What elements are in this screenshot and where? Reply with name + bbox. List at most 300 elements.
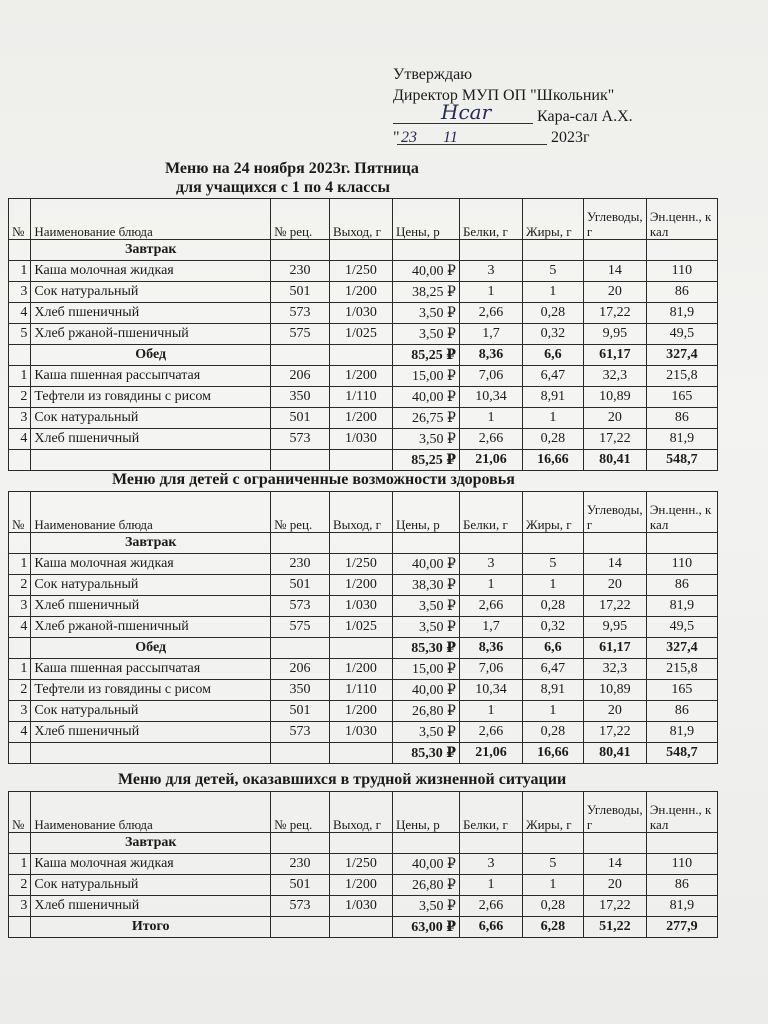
- header-proteins: Белки, г: [459, 492, 522, 533]
- proteins: 10,34: [459, 387, 522, 408]
- dish-name: Хлеб ржаной-пшеничный: [31, 617, 271, 638]
- total-fats: 6,28: [522, 917, 583, 938]
- table-row: [9, 854, 718, 875]
- price: 40,00 ₽: [392, 261, 459, 282]
- table-row: [9, 387, 718, 408]
- total-carbohydrates: 80,41: [583, 743, 646, 764]
- table-row: [9, 596, 718, 617]
- recipe-number: 573: [271, 596, 330, 617]
- header-recipe-number: № рец.: [271, 792, 330, 833]
- recipe-number: 501: [271, 701, 330, 722]
- proteins: 1: [459, 282, 522, 303]
- row-number: 3: [9, 408, 31, 429]
- price: 40,00 ₽: [392, 387, 459, 408]
- table-row: [9, 680, 718, 701]
- empty-cell: [271, 833, 330, 854]
- energy-kcal: 86: [646, 408, 717, 429]
- empty-cell: [271, 743, 330, 764]
- fats: 0,28: [522, 722, 583, 743]
- total-proteins: 21,06: [459, 450, 522, 471]
- table-row: [9, 324, 718, 345]
- portion-output: 1/200: [329, 282, 392, 303]
- price: 38,30 ₽: [392, 575, 459, 596]
- price: 3,50 ₽: [392, 303, 459, 324]
- table-row: [9, 408, 718, 429]
- header-fats: Жиры, г: [522, 792, 583, 833]
- date-month: 11: [443, 129, 458, 146]
- header-proteins: Белки, г: [459, 792, 522, 833]
- empty-cell: [271, 638, 330, 659]
- dish-name: Тефтели из говядины с рисом: [31, 387, 271, 408]
- header-carbohydrates: Углеводы, г: [583, 199, 646, 240]
- row-number: 2: [9, 387, 31, 408]
- dish-name: Хлеб ржаной-пшеничный: [31, 324, 271, 345]
- empty-cell: [271, 533, 330, 554]
- proteins: 3: [459, 554, 522, 575]
- portion-output: 1/110: [329, 387, 392, 408]
- carbohydrates: 20: [583, 875, 646, 896]
- header-energy-kcal: Эн.ценн., ккал: [646, 199, 717, 240]
- total-label: [31, 450, 271, 471]
- empty-cell: [392, 833, 459, 854]
- total-row: [9, 917, 718, 938]
- portion-output: 1/030: [329, 429, 392, 450]
- row-number: 4: [9, 617, 31, 638]
- empty-cell: [9, 450, 31, 471]
- dish-name: Сок натуральный: [31, 282, 271, 303]
- header-price: Цены, р: [392, 492, 459, 533]
- signature-row: [393, 100, 653, 127]
- carbohydrates: 17,22: [583, 896, 646, 917]
- empty-cell: [522, 240, 583, 261]
- fats: 0,32: [522, 617, 583, 638]
- total-proteins: 21,06: [459, 743, 522, 764]
- price: 26,80 ₽: [392, 701, 459, 722]
- dish-name: Хлеб пшеничный: [31, 722, 271, 743]
- carbohydrates: 20: [583, 282, 646, 303]
- header-dish-name: Наименование блюда: [31, 792, 271, 833]
- empty-cell: [522, 833, 583, 854]
- recipe-number: 573: [271, 896, 330, 917]
- header-fats: Жиры, г: [522, 492, 583, 533]
- header-price: Цены, р: [392, 792, 459, 833]
- dish-name: Сок натуральный: [31, 575, 271, 596]
- empty-cell: [329, 345, 392, 366]
- menu-table-tzs: [8, 791, 718, 938]
- total-row: [9, 450, 718, 471]
- table-row: [9, 303, 718, 324]
- proteins: 1: [459, 408, 522, 429]
- recipe-number: 230: [271, 554, 330, 575]
- recipe-number: 206: [271, 366, 330, 387]
- total-row: [9, 638, 718, 659]
- empty-cell: [583, 533, 646, 554]
- price: 40,00 ₽: [392, 554, 459, 575]
- total-price: 85,30 ₽: [392, 638, 459, 659]
- table-row: [9, 261, 718, 282]
- portion-output: 1/025: [329, 324, 392, 345]
- price: 15,00 ₽: [392, 366, 459, 387]
- total-row: [9, 743, 718, 764]
- fats: 0,32: [522, 324, 583, 345]
- proteins: 2,66: [459, 722, 522, 743]
- empty-cell: [9, 345, 31, 366]
- proteins: 1: [459, 875, 522, 896]
- section-row: [9, 240, 718, 261]
- price: 40,00 ₽: [392, 854, 459, 875]
- row-number: 1: [9, 854, 31, 875]
- energy-kcal: 86: [646, 575, 717, 596]
- header-row-number: №: [9, 492, 31, 533]
- table-row: [9, 429, 718, 450]
- tzs-title: Меню для детей, оказавшихся в трудной жизненной ситуации: [118, 771, 567, 788]
- total-carbohydrates: 61,17: [583, 638, 646, 659]
- fats: 1: [522, 282, 583, 303]
- signature-handwritten: Hcar: [441, 100, 492, 124]
- table-row: [9, 896, 718, 917]
- fats: 5: [522, 554, 583, 575]
- date-quote: ": [393, 129, 400, 146]
- price: 3,50 ₽: [392, 617, 459, 638]
- empty-cell: [329, 638, 392, 659]
- header-proteins: Белки, г: [459, 199, 522, 240]
- approval-line2: Директор МУП ОП "Школьник": [393, 87, 615, 104]
- main-title: Меню на 24 ноября 2023г. Пятница: [165, 160, 419, 177]
- empty-cell: [9, 240, 31, 261]
- row-number: 1: [9, 366, 31, 387]
- recipe-number: 573: [271, 722, 330, 743]
- energy-kcal: 215,8: [646, 366, 717, 387]
- carbohydrates: 20: [583, 575, 646, 596]
- recipe-number: 575: [271, 324, 330, 345]
- total-label: Итого: [31, 917, 271, 938]
- empty-cell: [329, 240, 392, 261]
- proteins: 1,7: [459, 617, 522, 638]
- portion-output: 1/200: [329, 875, 392, 896]
- empty-cell: [392, 533, 459, 554]
- dish-name: Сок натуральный: [31, 701, 271, 722]
- table-header-row: [9, 792, 718, 833]
- recipe-number: 206: [271, 659, 330, 680]
- price: 26,75 ₽: [392, 408, 459, 429]
- empty-cell: [271, 345, 330, 366]
- energy-kcal: 110: [646, 261, 717, 282]
- fats: 0,28: [522, 596, 583, 617]
- fats: 1: [522, 575, 583, 596]
- fats: 1: [522, 408, 583, 429]
- price: 15,00 ₽: [392, 659, 459, 680]
- dish-name: Каша пшенная рассыпчатая: [31, 659, 271, 680]
- energy-kcal: 81,9: [646, 303, 717, 324]
- empty-cell: [459, 533, 522, 554]
- price: 3,50 ₽: [392, 324, 459, 345]
- total-price: 63,00 ₽: [392, 917, 459, 938]
- empty-cell: [271, 240, 330, 261]
- carbohydrates: 9,95: [583, 324, 646, 345]
- empty-cell: [522, 533, 583, 554]
- total-label: [31, 743, 271, 764]
- carbohydrates: 10,89: [583, 680, 646, 701]
- header-energy-kcal: Эн.ценн., ккал: [646, 792, 717, 833]
- dish-name: Каша молочная жидкая: [31, 261, 271, 282]
- fats: 1: [522, 875, 583, 896]
- fats: 8,91: [522, 680, 583, 701]
- empty-cell: [583, 833, 646, 854]
- date-day: 23: [401, 129, 417, 146]
- energy-kcal: 81,9: [646, 896, 717, 917]
- row-number: 4: [9, 303, 31, 324]
- row-number: 1: [9, 261, 31, 282]
- carbohydrates: 14: [583, 261, 646, 282]
- header-energy-kcal: Эн.ценн., ккал: [646, 492, 717, 533]
- dish-name: Каша пшенная рассыпчатая: [31, 366, 271, 387]
- energy-kcal: 86: [646, 701, 717, 722]
- header-dish-name: Наименование блюда: [31, 199, 271, 240]
- proteins: 1,7: [459, 324, 522, 345]
- price: 3,50 ₽: [392, 896, 459, 917]
- row-number: 3: [9, 896, 31, 917]
- row-number: 3: [9, 596, 31, 617]
- proteins: 2,66: [459, 429, 522, 450]
- dish-name: Каша молочная жидкая: [31, 854, 271, 875]
- fats: 6,47: [522, 366, 583, 387]
- proteins: 1: [459, 575, 522, 596]
- total-price: 85,25 ₽: [392, 450, 459, 471]
- approval-block: [393, 64, 653, 148]
- header-recipe-number: № рец.: [271, 492, 330, 533]
- recipe-number: 501: [271, 875, 330, 896]
- recipe-number: 230: [271, 854, 330, 875]
- total-fats: 6,6: [522, 345, 583, 366]
- total-proteins: 8,36: [459, 638, 522, 659]
- menu-table-grades-1-4: [8, 198, 718, 471]
- fats: 8,91: [522, 387, 583, 408]
- row-number: 5: [9, 324, 31, 345]
- ovz-title: Меню для детей с ограниченные возможности здоровья: [112, 471, 515, 488]
- portion-output: 1/200: [329, 366, 392, 387]
- carbohydrates: 17,22: [583, 429, 646, 450]
- portion-output: 1/200: [329, 701, 392, 722]
- empty-cell: [9, 638, 31, 659]
- proteins: 2,66: [459, 596, 522, 617]
- total-row: [9, 345, 718, 366]
- portion-output: 1/250: [329, 554, 392, 575]
- portion-output: 1/200: [329, 575, 392, 596]
- empty-cell: [583, 240, 646, 261]
- row-number: 1: [9, 659, 31, 680]
- fats: 6,47: [522, 659, 583, 680]
- price: 3,50 ₽: [392, 722, 459, 743]
- carbohydrates: 10,89: [583, 387, 646, 408]
- energy-kcal: 165: [646, 680, 717, 701]
- empty-cell: [329, 833, 392, 854]
- row-number: 1: [9, 554, 31, 575]
- total-energy-kcal: 277,9: [646, 917, 717, 938]
- portion-output: 1/250: [329, 261, 392, 282]
- empty-cell: [392, 240, 459, 261]
- empty-cell: [271, 917, 330, 938]
- carbohydrates: 17,22: [583, 596, 646, 617]
- empty-cell: [459, 240, 522, 261]
- portion-output: 1/200: [329, 659, 392, 680]
- carbohydrates: 14: [583, 554, 646, 575]
- recipe-number: 350: [271, 387, 330, 408]
- proteins: 7,06: [459, 366, 522, 387]
- total-label: Обед: [31, 638, 271, 659]
- table-row: [9, 701, 718, 722]
- recipe-number: 501: [271, 408, 330, 429]
- proteins: 2,66: [459, 303, 522, 324]
- total-carbohydrates: 80,41: [583, 450, 646, 471]
- energy-kcal: 86: [646, 875, 717, 896]
- recipe-number: 501: [271, 282, 330, 303]
- fats: 0,28: [522, 896, 583, 917]
- table-row: [9, 575, 718, 596]
- energy-kcal: 215,8: [646, 659, 717, 680]
- approval-line1: Утверждаю: [393, 66, 473, 83]
- header-carbohydrates: Углеводы, г: [583, 792, 646, 833]
- date-underline: [397, 144, 547, 145]
- row-number: 2: [9, 680, 31, 701]
- dish-name: Хлеб пшеничный: [31, 896, 271, 917]
- section-label: Завтрак: [31, 240, 271, 261]
- table-row: [9, 659, 718, 680]
- empty-cell: [9, 833, 31, 854]
- empty-cell: [9, 917, 31, 938]
- header-portion-output: Выход, г: [329, 792, 392, 833]
- header-price: Цены, р: [392, 199, 459, 240]
- energy-kcal: 49,5: [646, 324, 717, 345]
- total-label: Обед: [31, 345, 271, 366]
- total-proteins: 8,36: [459, 345, 522, 366]
- section-row: [9, 533, 718, 554]
- energy-kcal: 81,9: [646, 722, 717, 743]
- header-dish-name: Наименование блюда: [31, 492, 271, 533]
- menu-table-ovz: [8, 491, 718, 764]
- empty-cell: [646, 833, 717, 854]
- proteins: 10,34: [459, 680, 522, 701]
- total-price: 85,25 ₽: [392, 345, 459, 366]
- proteins: 7,06: [459, 659, 522, 680]
- energy-kcal: 110: [646, 554, 717, 575]
- dish-name: Каша молочная жидкая: [31, 554, 271, 575]
- empty-cell: [9, 743, 31, 764]
- portion-output: 1/030: [329, 896, 392, 917]
- row-number: 4: [9, 722, 31, 743]
- header-portion-output: Выход, г: [329, 492, 392, 533]
- empty-cell: [9, 533, 31, 554]
- dish-name: Хлеб пшеничный: [31, 303, 271, 324]
- carbohydrates: 32,3: [583, 366, 646, 387]
- total-carbohydrates: 61,17: [583, 345, 646, 366]
- total-fats: 6,6: [522, 638, 583, 659]
- fats: 1: [522, 701, 583, 722]
- header-portion-output: Выход, г: [329, 199, 392, 240]
- empty-cell: [459, 833, 522, 854]
- energy-kcal: 49,5: [646, 617, 717, 638]
- proteins: 3: [459, 854, 522, 875]
- table-header-row: [9, 199, 718, 240]
- empty-cell: [329, 917, 392, 938]
- signature-name: Кара-сал А.Х.: [537, 108, 633, 125]
- fats: 0,28: [522, 429, 583, 450]
- row-number: 3: [9, 701, 31, 722]
- total-energy-kcal: 327,4: [646, 638, 717, 659]
- portion-output: 1/200: [329, 408, 392, 429]
- carbohydrates: 17,22: [583, 722, 646, 743]
- empty-cell: [329, 450, 392, 471]
- table-row: [9, 617, 718, 638]
- price: 26,80 ₽: [392, 875, 459, 896]
- table-row: [9, 722, 718, 743]
- table-row: [9, 282, 718, 303]
- header-row-number: №: [9, 792, 31, 833]
- total-carbohydrates: 51,22: [583, 917, 646, 938]
- recipe-number: 501: [271, 575, 330, 596]
- header-recipe-number: № рец.: [271, 199, 330, 240]
- energy-kcal: 81,9: [646, 429, 717, 450]
- date-row: [393, 127, 653, 148]
- dish-name: Тефтели из говядины с рисом: [31, 680, 271, 701]
- dish-name: Сок натуральный: [31, 875, 271, 896]
- row-number: 2: [9, 875, 31, 896]
- total-energy-kcal: 327,4: [646, 345, 717, 366]
- price: 40,00 ₽: [392, 680, 459, 701]
- main-subtitle: для учащихся с 1 по 4 классы: [176, 179, 390, 196]
- carbohydrates: 32,3: [583, 659, 646, 680]
- recipe-number: 575: [271, 617, 330, 638]
- total-proteins: 6,66: [459, 917, 522, 938]
- carbohydrates: 17,22: [583, 303, 646, 324]
- table-row: [9, 554, 718, 575]
- dish-name: Сок натуральный: [31, 408, 271, 429]
- row-number: 3: [9, 282, 31, 303]
- proteins: 1: [459, 701, 522, 722]
- recipe-number: 230: [271, 261, 330, 282]
- header-carbohydrates: Углеводы, г: [583, 492, 646, 533]
- portion-output: 1/025: [329, 617, 392, 638]
- table-header-row: [9, 492, 718, 533]
- section-label: Завтрак: [31, 533, 271, 554]
- carbohydrates: 14: [583, 854, 646, 875]
- price: 3,50 ₽: [392, 429, 459, 450]
- energy-kcal: 165: [646, 387, 717, 408]
- header-row-number: №: [9, 199, 31, 240]
- header-fats: Жиры, г: [522, 199, 583, 240]
- empty-cell: [329, 743, 392, 764]
- dish-name: Хлеб пшеничный: [31, 429, 271, 450]
- portion-output: 1/030: [329, 303, 392, 324]
- total-energy-kcal: 548,7: [646, 450, 717, 471]
- carbohydrates: 20: [583, 701, 646, 722]
- recipe-number: 573: [271, 429, 330, 450]
- price: 3,50 ₽: [392, 596, 459, 617]
- fats: 5: [522, 854, 583, 875]
- portion-output: 1/030: [329, 722, 392, 743]
- section-label: Завтрак: [31, 833, 271, 854]
- dish-name: Хлеб пшеничный: [31, 596, 271, 617]
- table-row: [9, 875, 718, 896]
- row-number: 4: [9, 429, 31, 450]
- section-row: [9, 833, 718, 854]
- empty-cell: [646, 240, 717, 261]
- energy-kcal: 81,9: [646, 596, 717, 617]
- recipe-number: 350: [271, 680, 330, 701]
- empty-cell: [646, 533, 717, 554]
- recipe-number: 573: [271, 303, 330, 324]
- empty-cell: [271, 450, 330, 471]
- fats: 0,28: [522, 303, 583, 324]
